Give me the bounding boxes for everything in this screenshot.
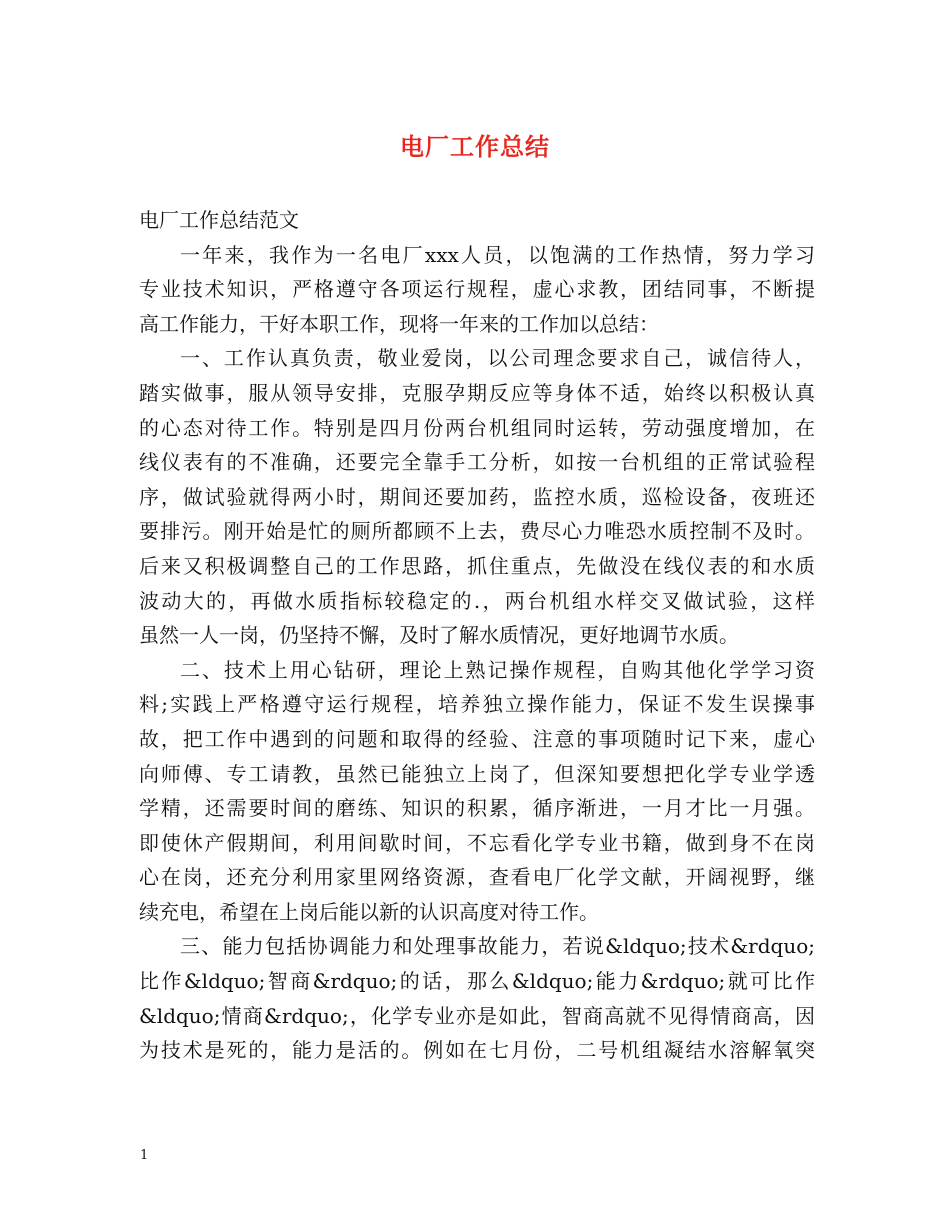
text-line: 心在岗，还充分利用家里网络资源，查看电厂化学文献，开阔视野，继 bbox=[139, 865, 815, 890]
text-line: 踏实做事，服从领导安排，克服孕期反应等身体不适，始终以积极认真 bbox=[139, 380, 815, 405]
text-line: 要排污。刚开始是忙的厕所都顾不上去，费尽心力唯恐水质控制不及时。 bbox=[139, 519, 815, 544]
document-title: 电厂工作总结 bbox=[400, 133, 550, 161]
text-line: 线仪表有的不准确，还要完全靠手工分析，如按一台机组的正常试验程 bbox=[139, 450, 815, 475]
text-line: 料;实践上严格遵守运行规程，培养独立操作能力，保证不发生误操事 bbox=[139, 692, 815, 717]
text-line: 一年来，我作为一名电厂xxx人员，以饱满的工作热情，努力学习 bbox=[180, 242, 815, 267]
text-line: 续充电，希望在上岗后能以新的认识高度对待工作。 bbox=[139, 899, 599, 924]
text-line: 虽然一人一岗，仍坚持不懈，及时了解水质情况，更好地调节水质。 bbox=[139, 623, 739, 648]
text-line: 二、技术上用心钻研，理论上熟记操作规程，自购其他化学学习资 bbox=[180, 657, 815, 682]
text-line: 向师傅、专工请教，虽然已能独立上岗了，但深知要想把化学专业学透 bbox=[139, 761, 815, 786]
page-number: 1 bbox=[140, 1148, 149, 1163]
text-line: 即使休产假期间，利用间歇时间，不忘看化学专业书籍，做到身不在岗 bbox=[139, 830, 815, 855]
text-line: 的心态对待工作。特别是四月份两台机组同时运转，劳动强度增加，在 bbox=[139, 415, 815, 440]
text-line: 比作&ldquo;智商&rdquo;的话，那么&ldquo;能力&rdquo;就可比作 bbox=[139, 969, 815, 994]
text-line: 高工作能力，干好本职工作，现将一年来的工作加以总结： bbox=[139, 311, 659, 336]
text-line: 故，把工作中遇到的问题和取得的经验、注意的事项随时记下来，虚心 bbox=[139, 726, 815, 751]
text-line: 一、工作认真负责，敬业爱岗，以公司理念要求自己，诚信待人， bbox=[180, 346, 815, 371]
document-body bbox=[139, 203, 815, 1068]
text-line: 波动大的，再做水质指标较稳定的.，两台机组水样交叉做试验，这样 bbox=[139, 588, 815, 613]
text-line: 三、能力包括协调能力和处理事故能力，若说&ldquo;技术&rdquo; bbox=[180, 934, 815, 959]
text-line: 专业技术知识，严格遵守各项运行规程，虚心求教，团结同事，不断提 bbox=[139, 277, 815, 302]
text-line: 为技术是死的，能力是活的。例如在七月份，二号机组凝结水溶解氧突 bbox=[139, 1038, 815, 1063]
text-line: 后来又积极调整自己的工作思路，抓住重点，先做没在线仪表的和水质 bbox=[139, 553, 815, 578]
text-line: &ldquo;情商&rdquo;，化学专业亦是如此，智商高就不见得情商高，因 bbox=[139, 1003, 815, 1028]
text-line: 电厂工作总结范文 bbox=[139, 208, 299, 232]
text-line: 序，做试验就得两小时，期间还要加药，监控水质，巡检设备，夜班还 bbox=[139, 484, 815, 509]
text-line: 学精，还需要时间的磨练、知识的积累，循序渐进，一月才比一月强。 bbox=[139, 796, 815, 821]
